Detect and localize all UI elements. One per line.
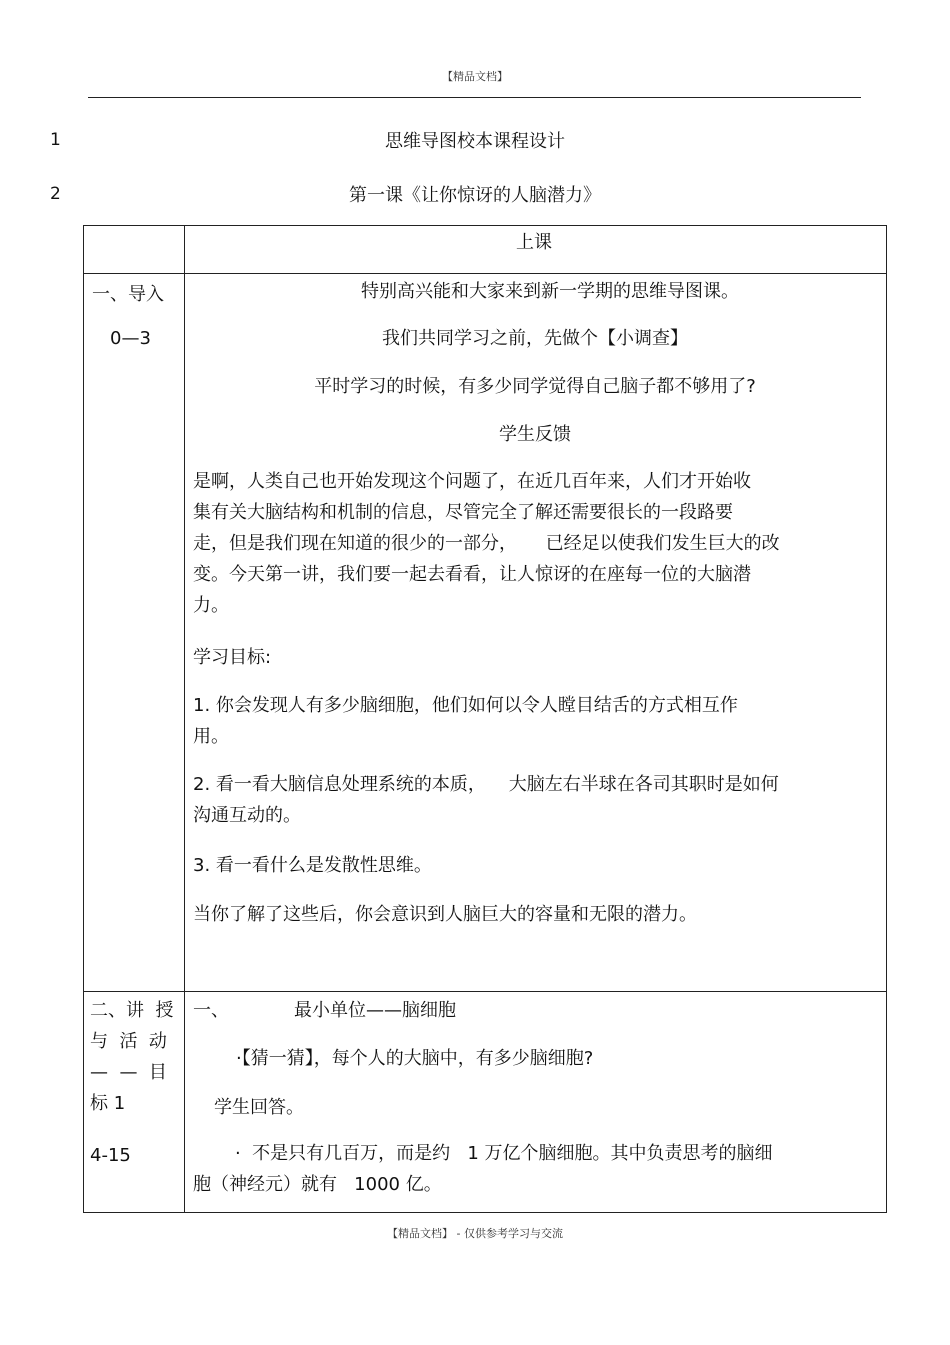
goal-3: 3. 看一看什么是发散性思维。 — [193, 855, 432, 876]
row2-label-line: 标 1 — [90, 1093, 126, 1114]
paragraph-line: 是啊，人类自己也开始发现这个问题了，在近几百年来，人们才开始收 — [193, 471, 751, 492]
paragraph-line: 力。 — [193, 595, 229, 616]
goal-1 — [193, 690, 883, 752]
row2-label-line: 与 活 动 — [90, 1031, 167, 1052]
row2-label-line: — — 目 — [90, 1062, 167, 1083]
goal-line: 1. 你会发现人有多少脑细胞，他们如何以令人瞠目结舌的方式相互作 — [193, 695, 738, 716]
paragraph-line: 变。今天第一讲，我们要一起去看看，让人惊讶的在座每一位的大脑潜 — [193, 564, 751, 585]
fact-line: · 不是只有几百万，而是约 1 万亿个脑细胞。其中负责思考的脑细 — [235, 1143, 773, 1164]
intro-line: 平时学习的时候，有多少同学觉得自己脑子都不够用了? — [314, 376, 756, 397]
goals-heading: 学习目标: — [193, 647, 272, 668]
section-number: 一、 — [193, 1000, 229, 1021]
page-footer: 【精品文档】 - 仅供参考学习与交流 — [387, 1227, 563, 1240]
paragraph-line: 集有关大脑结构和机制的信息，尽管完全了解还需要很长的一段路要 — [193, 502, 733, 523]
intro-line: 学生反馈 — [499, 424, 571, 445]
student-answer: 学生回答。 — [214, 1097, 304, 1118]
page-header: 【精品文档】 — [442, 70, 508, 83]
closing-line: 当你了解了这些后，你会意识到人脑巨大的容量和无限的潜力。 — [193, 904, 697, 925]
table-header-cell: 上课 — [516, 232, 552, 253]
header-rule — [88, 97, 861, 98]
row2-label-line: 二、讲 授 — [90, 1000, 174, 1021]
line-number-1: 1 — [50, 130, 61, 150]
row1-label: 一、导入 — [92, 284, 164, 305]
goal-line: 沟通互动的。 — [193, 805, 301, 826]
goal-line: 2. 看一看大脑信息处理系统的本质， 大脑左右半球在各司其职时是如何 — [193, 774, 779, 795]
row1-time: 0—3 — [110, 328, 151, 349]
goal-2 — [193, 769, 883, 831]
document-title: 思维导图校本课程设计 — [385, 131, 565, 152]
intro-line: 特别高兴能和大家来到新一学期的思维导图课。 — [361, 281, 739, 302]
table-row-divider — [83, 273, 887, 274]
fact-line: 胞（神经元）就有 1000 亿。 — [193, 1174, 442, 1195]
intro-line: 我们共同学习之前，先做个【小调查】 — [382, 328, 688, 349]
goal-line: 用。 — [193, 726, 229, 747]
guess-line: ·【猜一猜】，每个人的大脑中，有多少脑细胞? — [236, 1048, 594, 1069]
paragraph-line: 走，但是我们现在知道的很少的一部分， 已经足以使我们发生巨大的改 — [193, 533, 780, 554]
table-row-divider — [83, 991, 887, 992]
row2-time: 4-15 — [90, 1145, 131, 1166]
intro-paragraph — [193, 466, 883, 621]
line-number-2: 2 — [50, 184, 61, 204]
lesson-subtitle: 第一课《让你惊讶的人脑潜力》 — [349, 185, 601, 206]
section-title: 最小单位——脑细胞 — [294, 1000, 456, 1021]
fact-paragraph — [193, 1138, 883, 1200]
row2-label — [90, 995, 178, 1119]
